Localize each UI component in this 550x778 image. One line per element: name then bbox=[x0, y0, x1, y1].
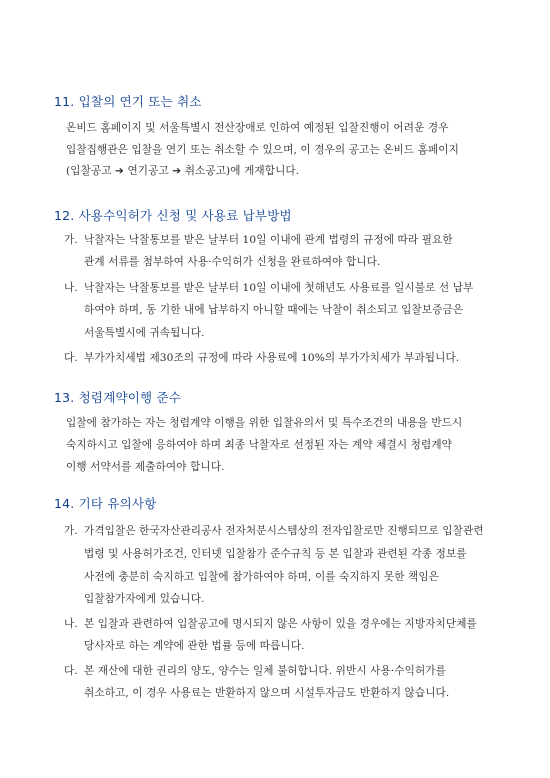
item-line: 사전에 충분히 숙지하고 입찰에 참가하여야 하며, 이를 숙지하지 못한 책임은 bbox=[84, 571, 440, 583]
item-line: 가격입찰은 한국자산관리공사 전자처분시스템상의 전자입찰로만 진행되므로 입찰관련 bbox=[84, 525, 484, 537]
section-11-line: (입찰공고 ➔ 연기공고 ➔ 취소공고)에 게재합니다. bbox=[66, 165, 300, 177]
section-13-line: 이행 서약서를 제출하여야 합니다. bbox=[66, 461, 225, 473]
section-14-heading: 14. 기타 유의사항 bbox=[54, 496, 157, 511]
section-11-line: 온비드 홈페이지 및 서울특별시 전산장애로 인하여 예정된 입찰진행이 어려운 경우 bbox=[66, 122, 449, 134]
item-marker: 가. bbox=[64, 234, 78, 246]
item-line: 관계 서류를 첨부하여 사용·수익허가 신청을 완료하여야 합니다. bbox=[84, 256, 381, 268]
section-13-line: 입찰에 참가하는 자는 청렴계약 이행을 위한 입찰유의서 및 특수조건의 내용을 반드시 bbox=[66, 417, 463, 429]
section-13-heading: 13. 청렴계약이행 준수 bbox=[54, 390, 182, 405]
item-line: 하여야 하며, 동 기한 내에 납부하지 아니할 때에는 낙찰이 취소되고 입찰보증금은 bbox=[84, 304, 464, 316]
item-line: 당사자로 하는 계약에 관한 법률 등에 따릅니다. bbox=[84, 640, 305, 652]
item-marker: 나. bbox=[64, 618, 78, 630]
item-line: 법령 및 사용허가조건, 인터넷 입찰참가 준수규칙 등 본 입찰과 관련된 각종 정보를 bbox=[84, 548, 467, 560]
item-line: 입찰참가자에게 있습니다. bbox=[84, 593, 205, 605]
section-13-line: 숙지하시고 입찰에 응하여야 하며 최종 낙찰자로 선정된 자는 계약 체결시 청렴계약 bbox=[66, 439, 453, 451]
item-marker: 가. bbox=[64, 525, 78, 537]
item-line: 취소하고, 이 경우 사용료는 반환하지 않으며 시설투자금도 반환하지 않습니다. bbox=[84, 687, 450, 699]
item-line: 부가가치세법 제30조의 규정에 따라 사용료에 10%의 부가가치세가 부과됩니다. bbox=[84, 352, 460, 364]
item-line: 낙찰자는 낙찰통보를 받은 날부터 10일 이내에 관계 법령의 규정에 따라 필요한 bbox=[84, 234, 453, 246]
section-11-line: 입찰집행관은 입찰을 연기 또는 취소할 수 있으며, 이 경우의 공고는 온비드 홈페이지 bbox=[66, 144, 459, 156]
item-marker: 다. bbox=[64, 665, 78, 677]
section-12-heading: 12. 사용수익허가 신청 및 사용료 납부방법 bbox=[54, 208, 292, 223]
item-marker: 다. bbox=[64, 352, 78, 364]
section-11-heading: 11. 입찰의 연기 또는 취소 bbox=[54, 94, 202, 109]
item-line: 본 재산에 대한 권리의 양도, 양수는 일체 불허합니다. 위반시 사용·수익허가를 bbox=[84, 665, 446, 677]
item-line: 낙찰자는 낙찰통보를 받은 날부터 10일 이내에 첫해년도 사용료를 일시불로 선 납부 bbox=[84, 282, 474, 294]
item-marker: 나. bbox=[64, 282, 78, 294]
item-line: 서울특별시에 귀속됩니다. bbox=[84, 327, 205, 339]
item-line: 본 입찰과 관련하여 입찰공고에 명시되지 않은 사항이 있을 경우에는 지방자치단체를 bbox=[84, 618, 477, 630]
